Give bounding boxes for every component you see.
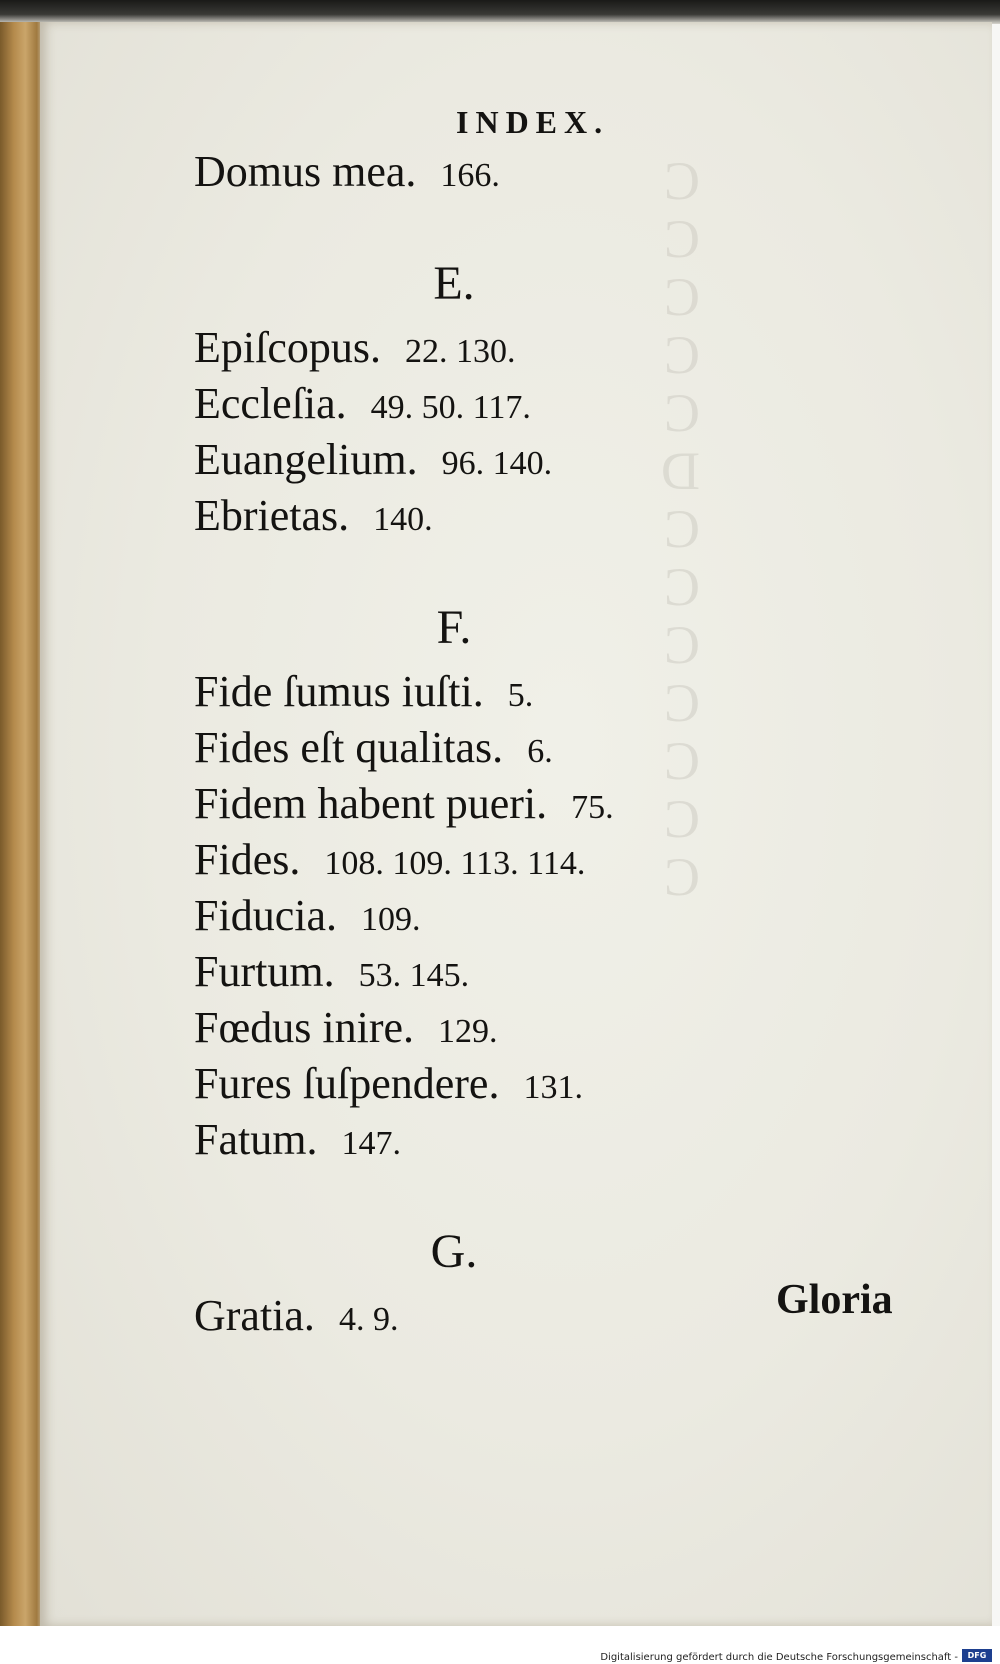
index-entry [194, 778, 894, 834]
index-pages: 131. [523, 1069, 583, 1106]
index-term: Ebrietas. [194, 491, 350, 540]
index-entry [194, 490, 894, 546]
index-section-f [194, 666, 894, 1170]
index-term: Furtum. [194, 947, 335, 996]
running-head: INDEX. [456, 104, 610, 140]
index-section-e [194, 322, 894, 546]
index-entry [194, 322, 894, 378]
index-term: Euangelium. [194, 435, 418, 484]
index-entry [194, 834, 894, 890]
index-entry [194, 1002, 894, 1058]
index-pages: 166. [440, 157, 500, 194]
index-term: Epiſcopus. [194, 323, 381, 372]
section-letter-e: E. [433, 257, 475, 310]
index-pages: 108. 109. 113. 114. [324, 845, 586, 882]
index-entry [194, 378, 894, 434]
index-pages: 96. 140. [441, 445, 553, 482]
index-top-entries [194, 146, 894, 202]
index-pages: 22. 130. [404, 333, 516, 370]
index-entry [194, 946, 894, 1002]
index-term: Fide ſumus iuſti. [194, 667, 484, 716]
scan-top-shadow [0, 0, 1000, 24]
index-pages: 53. 145. [358, 957, 470, 994]
index-entry [194, 722, 894, 778]
index-pages: 6. [527, 733, 553, 770]
show-through-text: C C C C C D C C C C C C C [661, 151, 700, 907]
index-entry [194, 890, 894, 946]
index-term: Gratia. [194, 1291, 315, 1340]
index-term: Fides eſt qualitas. [194, 723, 504, 772]
digitization-credit: Digitalisierung gefördert durch die Deutsche Forschungsgemeinschaft - [600, 1652, 958, 1663]
index-term: Fures ſuſpendere. [194, 1059, 500, 1108]
dfg-logo: DFG [962, 1649, 992, 1662]
index-term: Eccleſia. [194, 379, 347, 428]
index-term: Domus mea. [194, 147, 417, 196]
index-pages: 147. [341, 1125, 401, 1162]
section-letter-g: G. [430, 1225, 478, 1278]
index-entry [194, 666, 894, 722]
index-entry [194, 146, 894, 202]
index-pages: 129. [438, 1013, 498, 1050]
index-pages: 109. [360, 901, 421, 938]
index-pages: 140. [373, 501, 433, 538]
index-term: Fatum. [194, 1115, 318, 1164]
catchword: Gloria [776, 1277, 893, 1323]
index-pages: 5. [507, 677, 534, 714]
index-pages: 49. 50. 117. [370, 389, 531, 426]
index-text-block [194, 146, 894, 1346]
index-pages: 75. [571, 789, 614, 826]
section-letter-f: F. [436, 601, 472, 654]
index-entry [194, 1114, 894, 1170]
index-entry [194, 434, 894, 490]
index-entry [194, 1058, 894, 1114]
index-pages: 4. 9. [338, 1301, 399, 1338]
index-term: Fides. [194, 835, 301, 884]
index-term: Fidem habent pueri. [194, 779, 548, 828]
index-term: Fœdus inire. [194, 1003, 414, 1052]
index-term: Fiducia. [194, 891, 337, 940]
